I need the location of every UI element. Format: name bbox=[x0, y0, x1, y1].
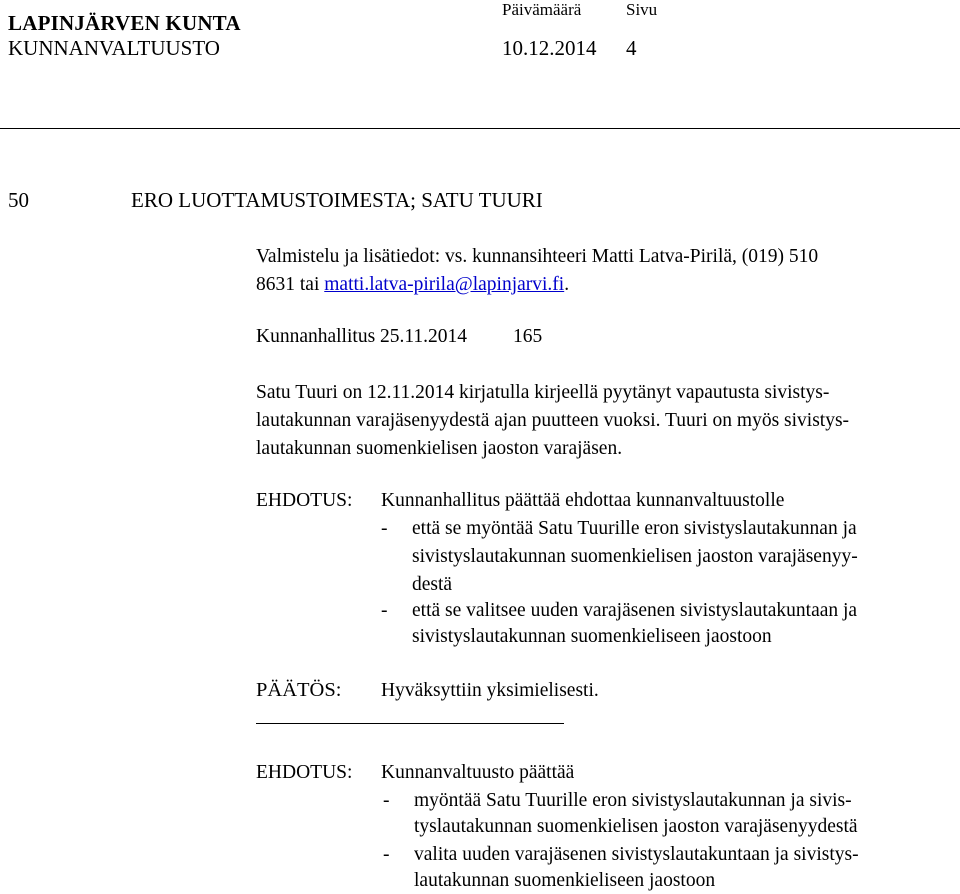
council-item-line: valita uuden varajäsenen sivistyslautakuntaan ja sivistys- bbox=[414, 844, 859, 865]
organization-name: LAPINJÄRVEN KUNTA bbox=[8, 11, 241, 35]
proposal-item-line: destä bbox=[412, 574, 453, 595]
document-date: 10.12.2014 bbox=[502, 36, 597, 60]
contact-email-link[interactable]: matti.latva-pirila@lapinjarvi.fi bbox=[324, 274, 565, 295]
body-line: lautakunnan suomenkielisen jaoston varajäsen. bbox=[256, 438, 623, 459]
header-divider bbox=[0, 128, 960, 129]
proposal-label: EHDOTUS: bbox=[256, 490, 353, 511]
proposal-item-dash: - bbox=[381, 518, 388, 539]
board-reference-number: 165 bbox=[513, 326, 543, 347]
page-label: Sivu bbox=[626, 0, 658, 19]
preparation-info: Valmistelu ja lisätiedot: vs. kunnansihteeri Matti Latva-Pirilä, (019) 510 bbox=[256, 246, 819, 267]
proposal-item-line: että se valitsee uuden varajäsenen sivistyslautakuntaan ja bbox=[412, 600, 858, 621]
date-label: Päivämäärä bbox=[502, 0, 582, 19]
proposal-intro: Kunnanhallitus päättää ehdottaa kunnanvaltuustolle bbox=[381, 490, 785, 511]
decision-divider bbox=[256, 723, 564, 724]
section-title: ERO LUOTTAMUSTOIMESTA; SATU TUURI bbox=[131, 188, 543, 212]
proposal-item-line: että se myöntää Satu Tuurille eron sivistyslautakunnan ja bbox=[412, 518, 857, 539]
council-item-line: myöntää Satu Tuurille eron sivistyslautakunnan ja sivis- bbox=[414, 790, 852, 811]
council-proposal-intro: Kunnanvaltuusto päättää bbox=[381, 762, 575, 783]
council-item-dash: - bbox=[383, 790, 390, 811]
body-line: lautakunnan varajäsenyydestä ajan puutteen vuoksi. Tuuri on myös sivistys- bbox=[256, 410, 850, 431]
council-proposal-label: EHDOTUS: bbox=[256, 762, 353, 783]
preparation-contact-prefix: 8631 tai bbox=[256, 274, 325, 295]
proposal-item-dash: - bbox=[381, 600, 388, 621]
council-item-line: tyslautakunnan suomenkielisen jaoston varajäsenyydestä bbox=[414, 816, 858, 837]
proposal-item-line: sivistyslautakunnan suomenkieliseen jaostoon bbox=[412, 626, 772, 647]
body-line: Satu Tuuri on 12.11.2014 kirjatulla kirjeellä pyytänyt vapautusta sivistys- bbox=[256, 382, 830, 403]
preparation-contact bbox=[256, 272, 569, 297]
council-item-dash: - bbox=[383, 844, 390, 865]
decision-text: Hyväksyttiin yksimielisesti. bbox=[381, 680, 599, 701]
page-number: 4 bbox=[626, 36, 637, 60]
board-reference: Kunnanhallitus 25.11.2014 bbox=[256, 326, 468, 347]
decision-label: PÄÄTÖS: bbox=[256, 679, 342, 701]
section-number: 50 bbox=[8, 188, 29, 212]
proposal-item-line: sivistyslautakunnan suomenkielisen jaoston varajäsenyy- bbox=[412, 546, 858, 567]
document-body-name: KUNNANVALTUUSTO bbox=[8, 36, 220, 60]
preparation-contact-suffix: . bbox=[564, 274, 570, 295]
council-item-line: lautakunnan suomenkieliseen jaostoon bbox=[414, 870, 716, 891]
